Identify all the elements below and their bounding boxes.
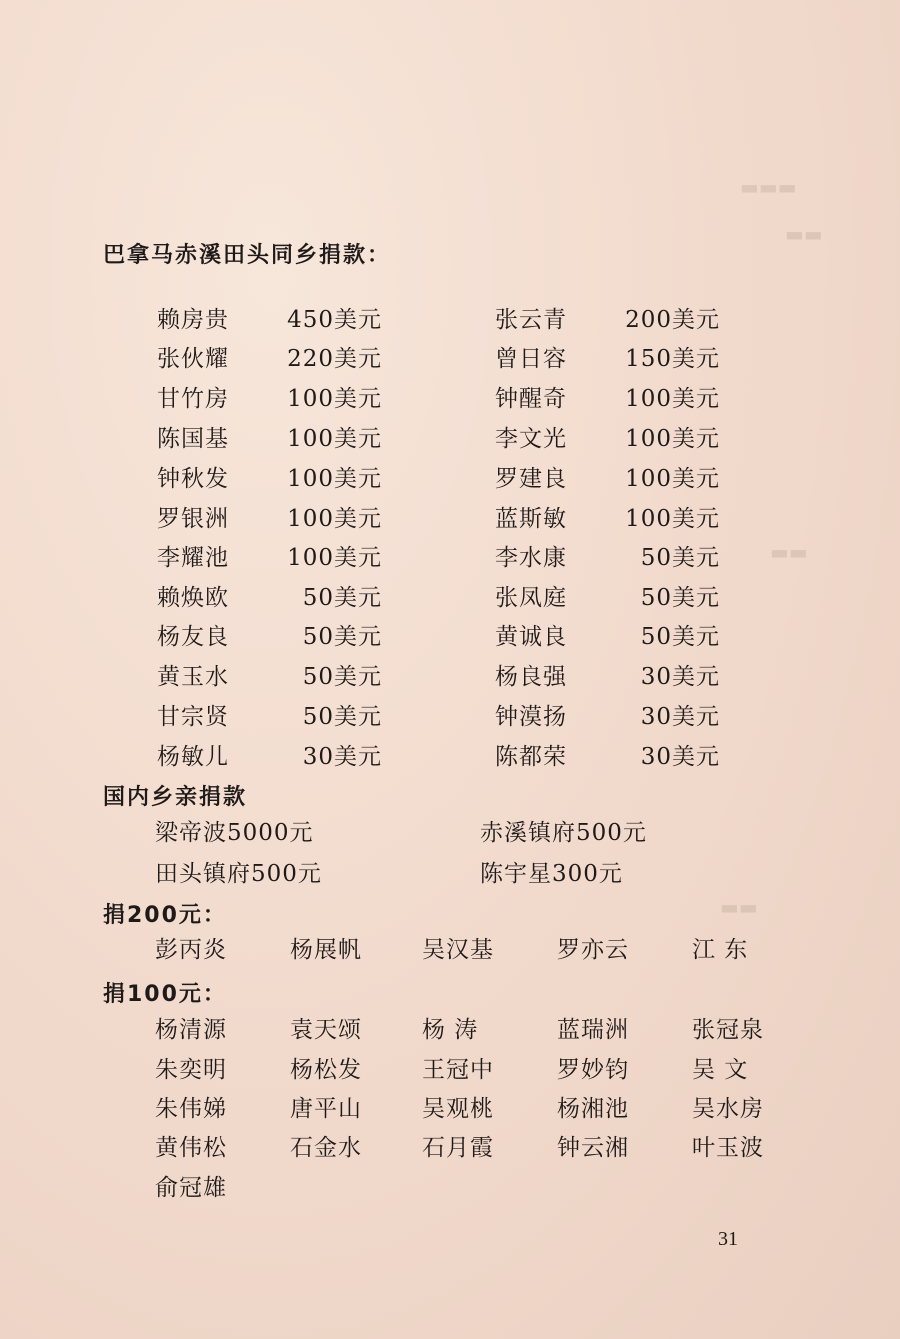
donor-name: 蓝斯敏 [495,506,567,532]
donor-name: 李水康 [495,545,567,571]
donor-name: 钟云湘 [557,1135,629,1161]
list-item [0,816,900,850]
list-item [0,700,900,734]
donor-name: 张伙耀 [157,346,229,372]
donation-entry: 田头镇府500元 [155,861,322,887]
donor-name: 杨敏儿 [157,744,229,770]
donation-entry: 赤溪镇府500元 [480,820,647,846]
donor-name: 朱奕明 [155,1057,227,1083]
page-number: 31 [718,1228,738,1250]
donation-amount: 220美元 [287,346,382,372]
donation-amount: 50美元 [302,664,382,690]
donation-amount: 30美元 [640,744,720,770]
donor-name: 甘竹房 [157,386,229,412]
donation-entry: 梁帝波5000元 [155,820,314,846]
donor-name: 杨友良 [157,624,229,650]
list-item [0,462,900,496]
donor-name: 王冠中 [422,1057,494,1083]
donation-amount: 150美元 [625,346,720,372]
donation-amount: 100美元 [287,426,382,452]
donor-name: 蓝瑞洲 [557,1017,629,1043]
donor-name: 罗建良 [495,466,567,492]
donation-amount: 100美元 [625,466,720,492]
donation-amount: 200美元 [625,307,720,333]
donor-name: 陈都荣 [495,744,567,770]
donor-name: 陈国基 [157,426,229,452]
donor-name: 钟醒奇 [495,386,567,412]
list-item [0,1053,900,1087]
list-item [0,660,900,694]
bleed-through-mark: ▬▬▬ [740,175,797,199]
donor-name: 黄诚良 [495,624,567,650]
donor-name: 黄伟松 [155,1135,227,1161]
donate-200-list [0,933,900,967]
bleed-through-mark: ▬▬ [770,540,808,564]
donor-name: 钟秋发 [157,466,229,492]
list-item [0,1131,900,1165]
donor-name: 李耀池 [157,545,229,571]
donation-amount: 100美元 [287,545,382,571]
donor-name: 赖房贵 [157,307,229,333]
donor-name: 石月霞 [422,1135,494,1161]
donation-amount: 50美元 [302,704,382,730]
donor-name: 张云青 [495,307,567,333]
donation-amount: 100美元 [287,386,382,412]
donor-name: 张冠泉 [692,1017,764,1043]
donor-name: 吴 文 [692,1057,749,1083]
donation-amount: 100美元 [287,506,382,532]
donation-amount: 450美元 [287,307,382,333]
donor-name: 杨良强 [495,664,567,690]
donation-entry: 陈宇星300元 [480,861,623,887]
canada-donation-heading: 巴拿马赤溪田头同乡捐款： [103,243,392,268]
donor-name: 杨展帆 [290,937,362,963]
donor-name: 罗亦云 [557,937,629,963]
donation-amount: 30美元 [640,704,720,730]
donor-name: 甘宗贤 [157,704,229,730]
donation-amount: 100美元 [625,506,720,532]
list-item [0,541,900,575]
donor-name: 袁天颂 [290,1017,362,1043]
donation-amount: 100美元 [287,466,382,492]
donor-name: 俞冠雄 [155,1175,227,1201]
list-item [0,502,900,536]
bleed-through-mark: ▬▬ [720,895,758,919]
donor-name: 罗银洲 [157,506,229,532]
list-item [0,342,900,376]
list-item [0,1092,900,1126]
list-item [0,382,900,416]
donor-name: 唐平山 [290,1096,362,1122]
donor-name: 朱伟娣 [155,1096,227,1122]
list-item [0,303,900,337]
list-item [0,1171,900,1205]
donor-name: 李文光 [495,426,567,452]
donor-name: 罗妙钧 [557,1057,629,1083]
donation-amount: 50美元 [640,585,720,611]
domestic-donation-heading: 国内乡亲捐款 [103,785,248,810]
donation-amount: 50美元 [640,545,720,571]
donor-name: 叶玉波 [692,1135,764,1161]
donor-name: 张凤庭 [495,585,567,611]
donor-name: 江 东 [692,937,749,963]
bleed-through-mark: ▬▬ [785,222,823,246]
list-item [0,620,900,654]
donor-name: 杨松发 [290,1057,362,1083]
list-item [0,581,900,615]
donor-name: 黄玉水 [157,664,229,690]
donation-amount: 30美元 [640,664,720,690]
donation-amount: 100美元 [625,386,720,412]
donor-name: 赖焕欧 [157,585,229,611]
list-item [0,740,900,774]
list-item [0,422,900,456]
donor-name: 吴水房 [692,1096,764,1122]
donation-amount: 30美元 [302,744,382,770]
donor-name: 彭丙炎 [155,937,227,963]
donor-name: 吴观桃 [422,1096,494,1122]
donation-amount: 100美元 [625,426,720,452]
donor-name: 杨湘池 [557,1096,629,1122]
donor-name: 曾日容 [495,346,567,372]
donor-name: 钟漠扬 [495,704,567,730]
donor-name: 石金水 [290,1135,362,1161]
donor-name: 吴汉基 [422,937,494,963]
list-item [0,1013,900,1047]
donor-name: 杨 涛 [422,1017,479,1043]
list-item [0,857,900,891]
donation-amount: 50美元 [302,585,382,611]
donate-100-heading: 捐100元： [103,982,227,1007]
donor-name: 杨清源 [155,1017,227,1043]
donate-200-heading: 捐200元： [103,903,227,928]
donation-amount: 50美元 [302,624,382,650]
donation-amount: 50美元 [640,624,720,650]
